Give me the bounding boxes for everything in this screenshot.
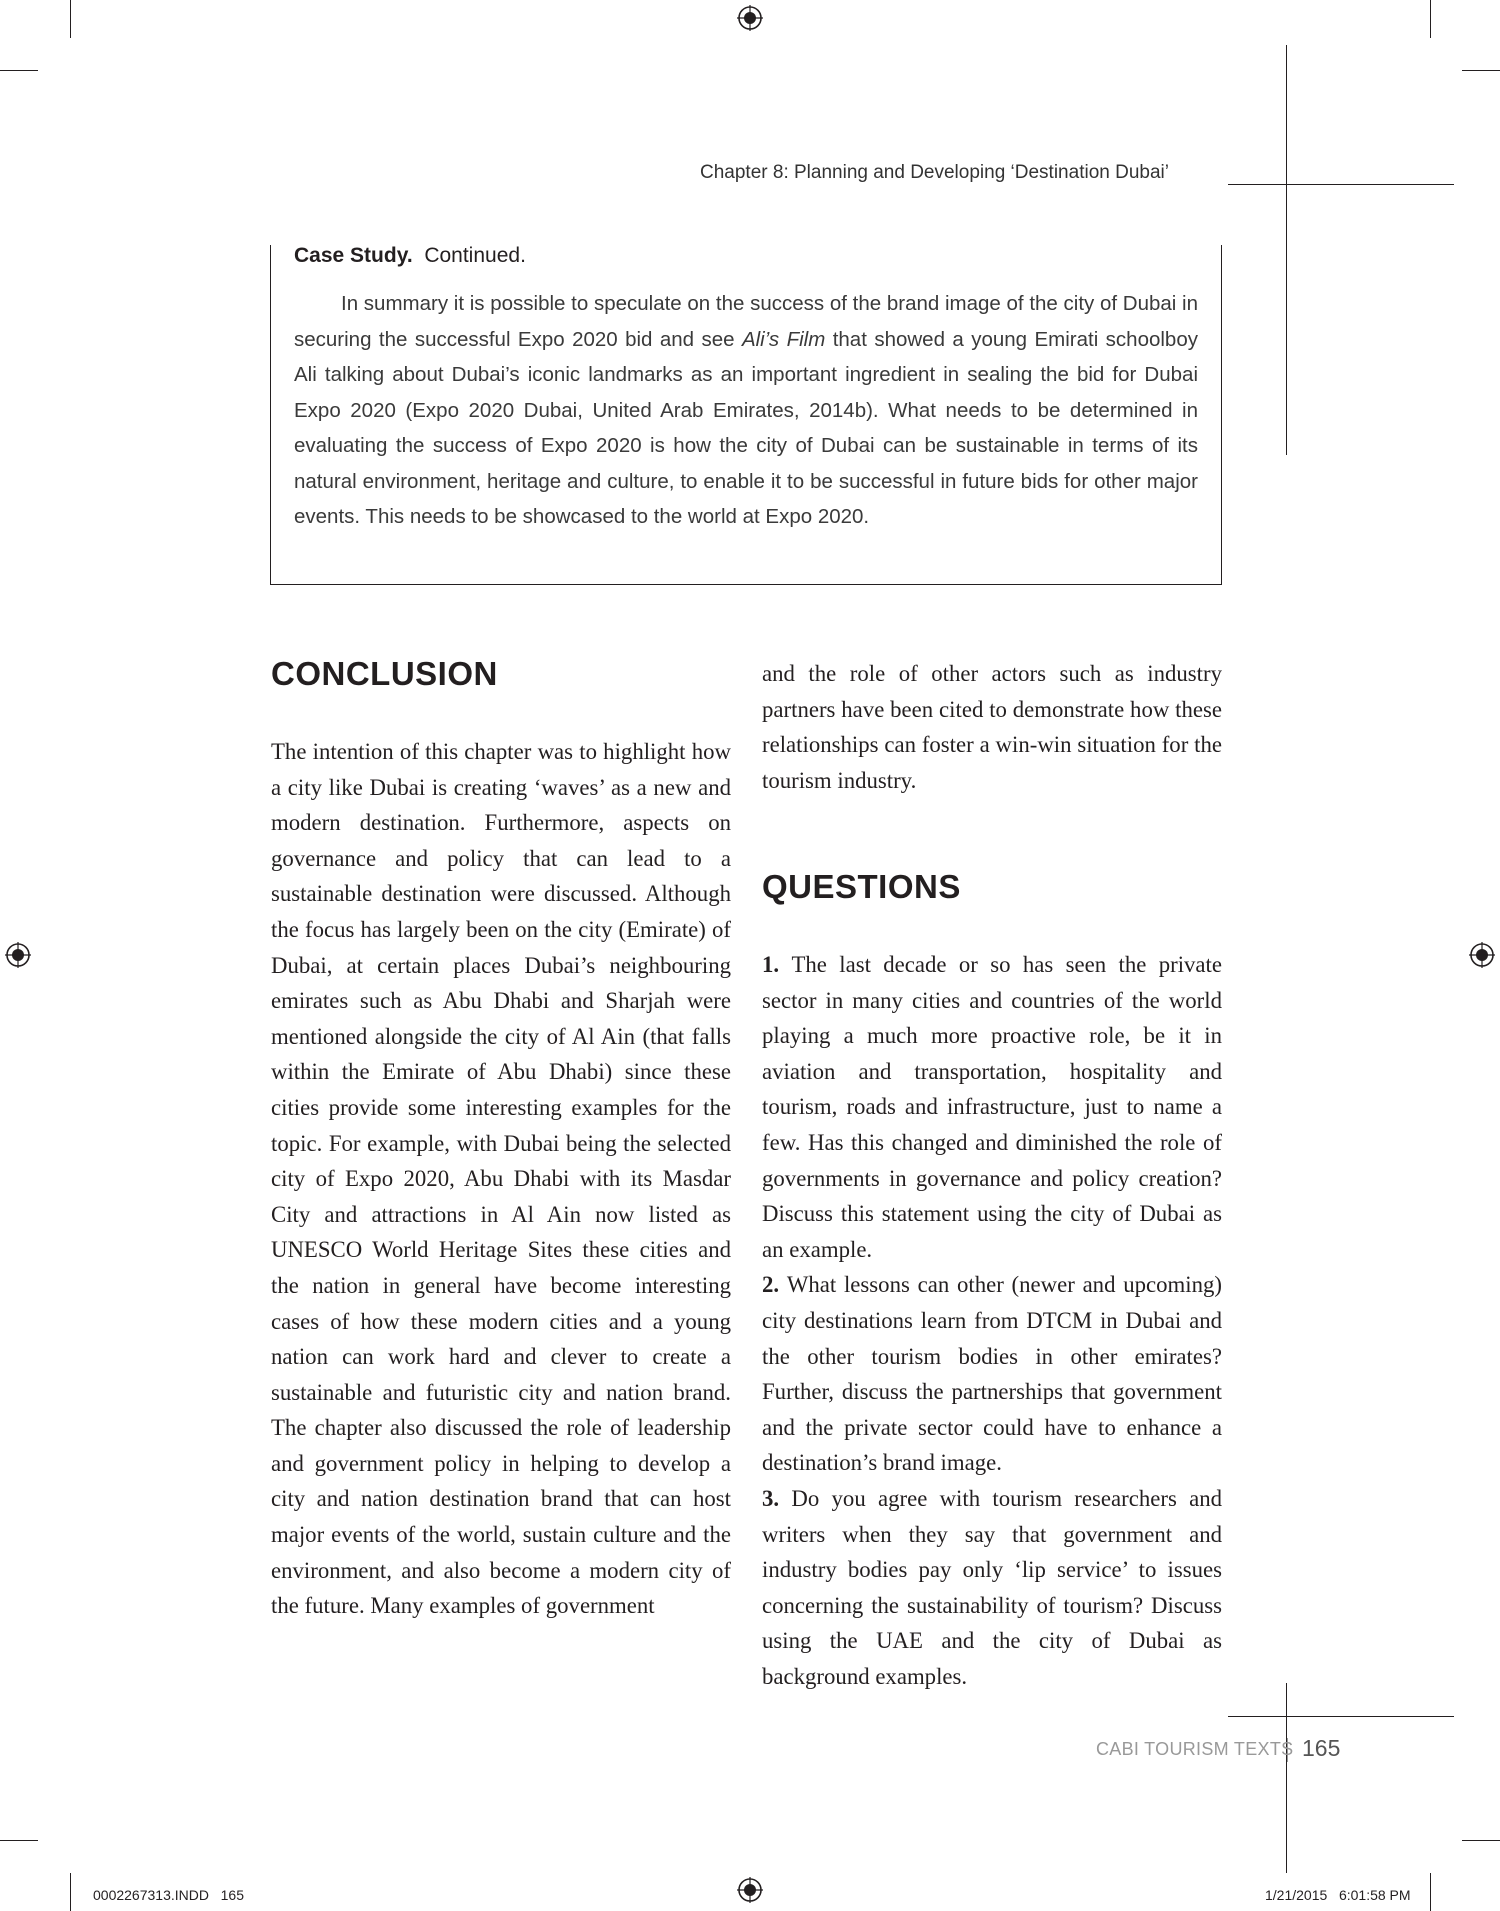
crop-mark <box>1430 1873 1431 1911</box>
print-timestamp: 1/21/2015 6:01:58 PM <box>1265 1887 1411 1903</box>
film-title: Ali’s Film <box>741 327 826 351</box>
crop-mark <box>1430 0 1431 38</box>
question-text: What lessons can other (newer and upcoming) city destinations learn from DTCM in Dubai and the other tourism bodies in other emirates? Further, discuss the partnerships that government and the private sector could have to enhance a destination’s brand image. <box>762 1272 1222 1476</box>
question-number: 1. <box>762 952 780 977</box>
registration-mark-icon <box>5 942 31 968</box>
registration-mark-icon <box>737 1877 763 1903</box>
crop-mark <box>0 70 38 71</box>
header-horizontal-rule <box>1228 184 1454 185</box>
question-text: The last decade or so has seen the private sector in many cities and countries of the world playing a much more proactive role, be it in aviation and transportation, hospitality and tourism, roads and infrastructure, just to name a few. Has this changed and diminished the role of governments in governance and policy creation? Discuss this statement using the city of Dubai as an example. <box>762 952 1222 1262</box>
crop-mark <box>1462 1840 1500 1841</box>
question-item <box>762 1267 1222 1481</box>
conclusion-continuation <box>762 656 1222 798</box>
page-number: 165 <box>1302 1735 1341 1761</box>
case-study-paragraph <box>294 286 1198 535</box>
question-item <box>762 1481 1222 1695</box>
crop-mark <box>70 0 71 38</box>
conclusion-heading: CONCLUSION <box>271 655 498 692</box>
question-number: 2. <box>762 1272 780 1298</box>
footer-horizontal-rule <box>1228 1716 1454 1717</box>
question-item <box>762 947 1222 1267</box>
question-text: Do you agree with tourism researchers and writers when they say that government and industry bodies pay only ‘lip service’ to issues concerning the sustainability of tourism? Discuss using the UAE and the city of Dubai as background examples. <box>762 1485 1223 1689</box>
conclusion-text: The intention of this chapter was to highlight how a city like Dubai is creating ‘waves’ as a new and modern destination. Furthermore, aspects on governance and policy that can lead to a sustainable destination were discussed. Although the focus has largely been on the city (Emirate) of Dubai, at certain places Dubai’s neighbouring emirates such as Abu Dhabi and Sharjah were mentioned alongside the city of Al Ain (that falls within the Emirate of Abu Dhabi) since these cities provide some interesting examples for the topic. For example, with Dubai being the selected city of Expo 2020, Abu Dhabi with its Masdar City and attractions in Al Ain now listed as UNESCO World Heritage Sites these cities and the nation in general have become interesting cases of how these modern cities and a young nation can work hard and clever to create a sustainable and futuristic city and nation brand. The chapter also discussed the role of leadership and government policy in helping to develop a city and nation destination brand that can host major events of the world, sustain culture and the environment, and also become a modern city of the future. Many examples of government <box>271 739 731 1619</box>
footer-vertical-rule <box>1286 1683 1287 1873</box>
conclusion-continuation-text: and the role of other actors such as industry partners have been cited to demonstrate how these relationships can foster a win-win situation for the tourism industry. <box>762 661 1222 793</box>
questions-list <box>762 947 1222 1694</box>
crop-mark <box>0 1840 38 1841</box>
crop-mark <box>70 1873 71 1911</box>
case-study-text-start: In summary it is possible to speculate on the success of the brand image of the city of Dubai in securing the successful Expo 2020 bid and see <box>294 292 1198 351</box>
case-study-label: Case Study. <box>294 244 413 267</box>
case-study-continued: Continued. <box>424 244 526 267</box>
running-header: Chapter 8: Planning and Developing ‘Destination Dubai’ <box>700 162 1169 183</box>
conclusion-paragraph <box>271 734 731 1624</box>
registration-mark-icon <box>1469 942 1495 968</box>
crop-mark <box>1462 70 1500 71</box>
header-vertical-rule <box>1286 45 1287 455</box>
series-label: CABI TOURISM TEXTS <box>1096 1739 1294 1759</box>
case-study-text-end: that showed a young Emirati schoolboy Ali talking about Dubai’s iconic landmarks as an important ingredient in sealing the bid for Dubai Expo 2020 (Expo 2020 Dubai, United Arab Emirates, 2014b). What needs to be determined in evaluating the success of Expo 2020 is how the city of Dubai can be sustainable in terms of its natural environment, heritage and culture, to enable it to be successful in future bids for other major events. This needs to be showcased to the world at Expo 2020. <box>294 327 1198 528</box>
case-study-heading <box>294 244 526 268</box>
file-slug: 0002267313.INDD 165 <box>93 1887 244 1903</box>
question-number: 3. <box>762 1485 780 1511</box>
questions-heading: QUESTIONS <box>762 868 961 905</box>
registration-mark-icon <box>737 5 763 31</box>
